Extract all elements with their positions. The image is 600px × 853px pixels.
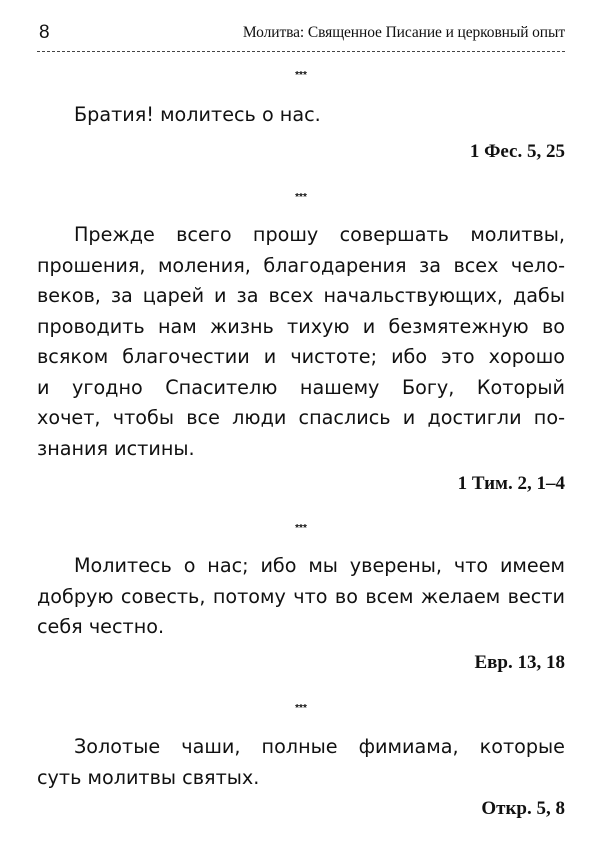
page-number: 8 [39, 22, 50, 43]
passage-line: Братия! молитесь о нас. [74, 103, 321, 126]
scripture-reference: 1 Тим. 2, 1–4 [457, 473, 565, 494]
section-separator: *** [295, 192, 307, 203]
running-title: Молитва: Священное Писание и церковный опыт [242, 24, 565, 41]
section-separator: *** [295, 523, 307, 534]
passage-line: знания истины. [37, 436, 195, 460]
scripture-passage [37, 100, 565, 131]
scripture-passage [37, 551, 565, 643]
passage-line: и угодно Спасителю нашему Богу, Который [37, 375, 565, 399]
passage-line: добрую совесть, потому что во всем желаем вести [37, 584, 565, 608]
scripture-reference: Евр. 13, 18 [474, 652, 565, 673]
passage-line: суть молитвы святых. [37, 765, 260, 789]
scripture-reference: 1 Фес. 5, 25 [469, 141, 565, 162]
scripture-reference: Откр. 5, 8 [481, 798, 565, 819]
scripture-passage [37, 732, 565, 793]
passage-line: прошения, моления, благодарения за всех чело- [37, 253, 565, 277]
passage-line: Золотые чаши, полные фимиама, которые [74, 735, 565, 758]
section-separator: *** [295, 70, 307, 81]
header-rule [37, 51, 565, 52]
scripture-passage [37, 220, 565, 464]
passage-line: всяком благочестии и чистоте; ибо это хорошо [37, 345, 565, 368]
passage-line: Прежде всего прошу совершать молитвы, [74, 223, 565, 246]
passage-line: веков, за царей и за всех начальствующих, дабы [37, 284, 565, 307]
passage-line: хочет, чтобы все люди спаслись и достигли по- [37, 406, 565, 429]
section-separator: *** [295, 703, 307, 714]
passage-line: проводить нам жизнь тихую и безмятежную во [37, 314, 565, 338]
passage-line: Молитесь о нас; ибо мы уверены, что имеем [74, 554, 565, 577]
page-header [37, 22, 565, 52]
passage-line: себя честно. [37, 615, 165, 638]
